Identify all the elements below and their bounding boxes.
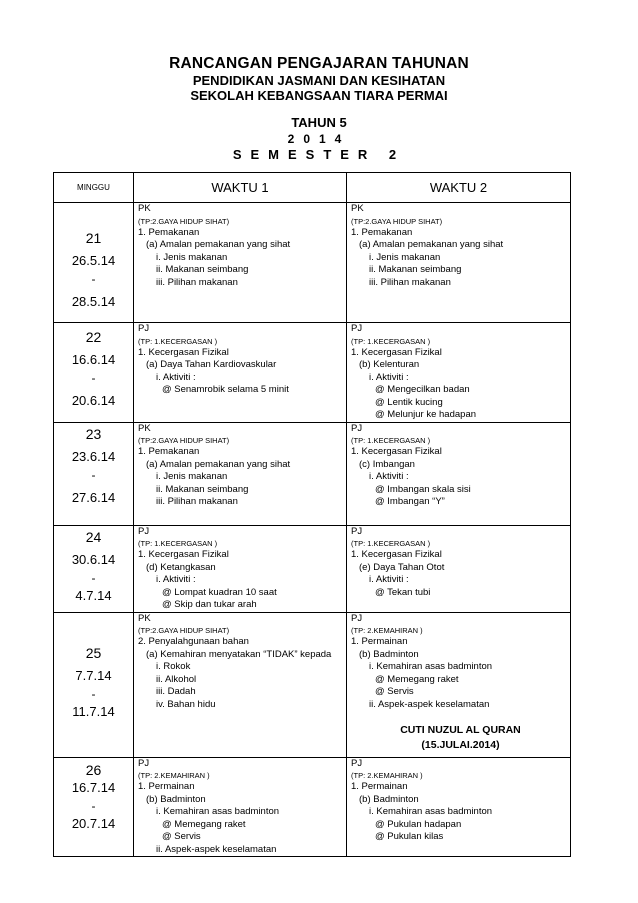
activity-label: @ Skip dan tukar arah: [162, 599, 257, 610]
waktu2-cell: [347, 323, 571, 423]
week-number: 23: [85, 425, 102, 442]
subtopic-label: (b) Badminton: [359, 793, 419, 805]
item-label: i. Aktiviti :: [369, 471, 409, 482]
item-label: i. Kemahiran asas badminton: [369, 661, 493, 672]
date-separator: -: [91, 570, 96, 585]
subject-subtitle: PENDIDIKAN JASMANI DAN KESIHATAN: [192, 73, 446, 88]
waktu2-cell: [347, 203, 571, 323]
waktu1-cell: [134, 323, 347, 423]
activity-label: @ Lentik kucing: [375, 396, 443, 408]
week-cell: [54, 757, 134, 857]
column-header-waktu1: WAKTU 1: [134, 173, 347, 203]
topic-label: 1. Kecergasan Fizikal: [138, 549, 229, 560]
activity-label: @ Imbangan skala sisi: [375, 483, 471, 495]
topic-label: 1. Kecergasan Fizikal: [138, 346, 229, 358]
item-label: i. Aktiviti :: [369, 574, 409, 585]
subtopic-label: (a) Amalan pemakanan yang sihat: [146, 239, 291, 250]
academic-year: 2014: [287, 132, 351, 146]
item-label: i. Aktiviti :: [156, 371, 196, 383]
document-title: RANCANGAN PENGAJARAN TAHUNAN: [169, 55, 469, 72]
item-label: ii. Makanan seimbang: [156, 483, 249, 495]
domain-label: PK: [138, 203, 151, 214]
tunjang-label: (TP: 2.KEMAHIRAN ): [351, 626, 423, 635]
week-end-date: 20.7.14: [71, 815, 116, 831]
tunjang-label: (TP: 2.KEMAHIRAN ): [138, 771, 210, 780]
activity-label: @ Memegang raket: [162, 818, 246, 830]
subtopic-label: (b) Badminton: [146, 793, 206, 805]
table-row: [54, 612, 571, 757]
domain-label: PK: [138, 612, 151, 624]
week-end-date: 4.7.14: [75, 587, 112, 603]
topic-label: 1. Pemakanan: [351, 226, 413, 238]
subtopic-label: (a) Daya Tahan Kardiovaskular: [146, 359, 277, 370]
date-separator: -: [91, 686, 96, 701]
activity-label: @ Tekan tubi: [375, 586, 431, 598]
activity-label: @ Pukulan hadapan: [375, 818, 462, 830]
subtopic-label: (a) Amalan pemakanan yang sihat: [359, 239, 504, 250]
subtopic-label: (a) Amalan pemakanan yang sihat: [146, 458, 291, 470]
waktu1-cell: [134, 757, 347, 857]
week-start-date: 16.6.14: [71, 352, 116, 367]
date-separator: -: [91, 272, 96, 286]
week-cell: [54, 323, 134, 423]
domain-label: PJ: [138, 525, 150, 537]
item-label: iv. Bahan hidu: [156, 698, 216, 710]
domain-label: PJ: [138, 323, 150, 334]
week-end-date: 20.6.14: [71, 393, 116, 408]
holiday-notice: [351, 723, 570, 753]
activity-label: @ Servis: [375, 686, 414, 697]
domain-label: PJ: [351, 525, 363, 537]
item-label: i. Aktiviti :: [156, 574, 196, 585]
week-start-date: 16.7.14: [71, 779, 116, 795]
activity-label: @ Imbangan “Y”: [375, 496, 445, 507]
item-label: i. Aktiviti :: [369, 371, 409, 383]
waktu1-cell: [134, 203, 347, 323]
topic-label: 1. Kecergasan Fizikal: [351, 346, 442, 358]
item-label: iii. Pilihan makanan: [156, 276, 238, 288]
item-label: i. Kemahiran asas badminton: [156, 806, 280, 817]
tunjang-label: (TP: 2.KEMAHIRAN ): [351, 771, 423, 780]
week-end-date: 11.7.14: [72, 703, 115, 719]
domain-label: PJ: [351, 422, 363, 434]
waktu1-cell: [134, 525, 347, 612]
subtopic-label: (c) Imbangan: [359, 458, 415, 470]
waktu2-cell: [347, 422, 571, 525]
item-label: i. Kemahiran asas badminton: [369, 806, 493, 817]
item-label: ii. Aspek-aspek keselamatan: [156, 843, 277, 855]
tunjang-label: (TP: 1.KECERGASAN ): [351, 336, 431, 346]
week-start-date: 7.7.14: [75, 667, 112, 683]
subtopic-label: (e) Daya Tahan Otot: [359, 561, 445, 573]
tunjang-label: (TP:2.GAYA HIDUP SIHAT): [138, 436, 230, 445]
activity-label: @ Memegang raket: [375, 673, 459, 685]
tunjang-label: (TP: 1.KECERGASAN ): [351, 436, 431, 445]
item-label: iii. Dadah: [156, 686, 196, 697]
week-cell: [54, 612, 134, 757]
waktu2-cell: [347, 757, 571, 857]
column-header-minggu: MINGGU: [54, 173, 134, 203]
topic-label: 1. Pemakanan: [138, 226, 200, 238]
item-label: i. Jenis makanan: [156, 251, 228, 263]
year-level: TAHUN 5: [291, 115, 347, 130]
item-label: i. Jenis makanan: [156, 471, 228, 482]
activity-label: @ Mengecilkan badan: [375, 384, 470, 395]
week-end-date: 27.6.14: [71, 489, 116, 505]
domain-label: PJ: [138, 757, 150, 769]
semester-label: SEMESTER 2: [232, 147, 406, 162]
item-label: i. Jenis makanan: [369, 251, 441, 263]
week-start-date: 23.6.14: [71, 448, 116, 464]
date-separator: -: [91, 467, 96, 482]
item-label: ii. Aspek-aspek keselamatan: [369, 698, 490, 710]
holiday-title: CUTI NUZUL AL QURAN: [400, 724, 521, 736]
topic-label: 1. Kecergasan Fizikal: [351, 446, 442, 457]
tunjang-label: (TP:2.GAYA HIDUP SIHAT): [138, 216, 230, 226]
activity-label: @ Melunjur ke hadapan: [375, 409, 477, 420]
waktu1-cell: [134, 422, 347, 525]
topic-label: 1. Permainan: [138, 781, 195, 792]
domain-label: PK: [351, 203, 364, 214]
week-start-date: 26.5.14: [71, 253, 116, 268]
holiday-date: (15.JULAI.2014): [421, 739, 500, 751]
topic-label: 1. Permainan: [351, 636, 408, 647]
date-separator: -: [91, 798, 96, 813]
activity-label: @ Lompat kuadran 10 saat: [162, 586, 277, 598]
tunjang-label: (TP: 1.KECERGASAN ): [138, 539, 218, 548]
item-label: ii. Makanan seimbang: [156, 264, 249, 275]
subtopic-label: (d) Ketangkasan: [146, 561, 216, 573]
waktu2-cell: [347, 525, 571, 612]
item-label: iii. Pilihan makanan: [369, 276, 451, 288]
week-number: 24: [85, 528, 102, 545]
subtopic-label: (b) Badminton: [359, 648, 419, 660]
activity-label: @ Pukulan kilas: [375, 831, 444, 842]
week-cell: [54, 422, 134, 525]
topic-label: 1. Pemakanan: [138, 446, 200, 457]
subtopic-label: (b) Kelenturan: [359, 359, 420, 370]
table-row: [54, 203, 571, 323]
lesson-plan-table: [53, 172, 571, 857]
date-separator: -: [91, 371, 96, 385]
week-number: 26: [85, 761, 102, 778]
tunjang-label: (TP:2.GAYA HIDUP SIHAT): [351, 216, 443, 226]
domain-label: PJ: [351, 757, 363, 769]
school-subtitle: SEKOLAH KEBANGSAAN TIARA PERMAI: [190, 88, 448, 103]
tunjang-label: (TP:2.GAYA HIDUP SIHAT): [138, 626, 230, 635]
week-start-date: 30.6.14: [71, 551, 116, 567]
week-end-date: 28.5.14: [71, 294, 116, 309]
item-label: iii. Pilihan makanan: [156, 496, 238, 507]
week-number: 22: [85, 329, 102, 345]
activity-label: @ Servis: [162, 831, 201, 842]
table-row: [54, 323, 571, 423]
week-number: 21: [85, 230, 102, 246]
waktu1-cell: [134, 612, 347, 757]
domain-label: PK: [138, 422, 151, 434]
week-cell: [54, 525, 134, 612]
table-row: [54, 525, 571, 612]
table-header-row: [54, 173, 571, 203]
item-label: ii. Alkohol: [156, 673, 197, 685]
tunjang-label: (TP: 1.KECERGASAN ): [138, 336, 218, 346]
item-label: ii. Makanan seimbang: [369, 264, 462, 275]
column-header-waktu2: WAKTU 2: [347, 173, 571, 203]
item-label: i. Rokok: [156, 661, 191, 672]
waktu2-cell: [347, 612, 571, 757]
activity-label: @ Senamrobik selama 5 minit: [162, 384, 289, 395]
table-row: [54, 422, 571, 525]
week-number: 25: [85, 644, 102, 661]
week-cell: [54, 203, 134, 323]
domain-label: PJ: [351, 323, 363, 334]
topic-label: 1. Permainan: [351, 781, 408, 792]
table-row: [54, 757, 571, 857]
topic-label: 2. Penyalahgunaan bahan: [138, 636, 249, 647]
topic-label: 1. Kecergasan Fizikal: [351, 549, 442, 560]
domain-label: PJ: [351, 612, 363, 624]
tunjang-label: (TP: 1.KECERGASAN ): [351, 539, 431, 548]
subtopic-label: (a) Kemahiran menyatakan “TIDAK” kepada: [146, 648, 332, 660]
